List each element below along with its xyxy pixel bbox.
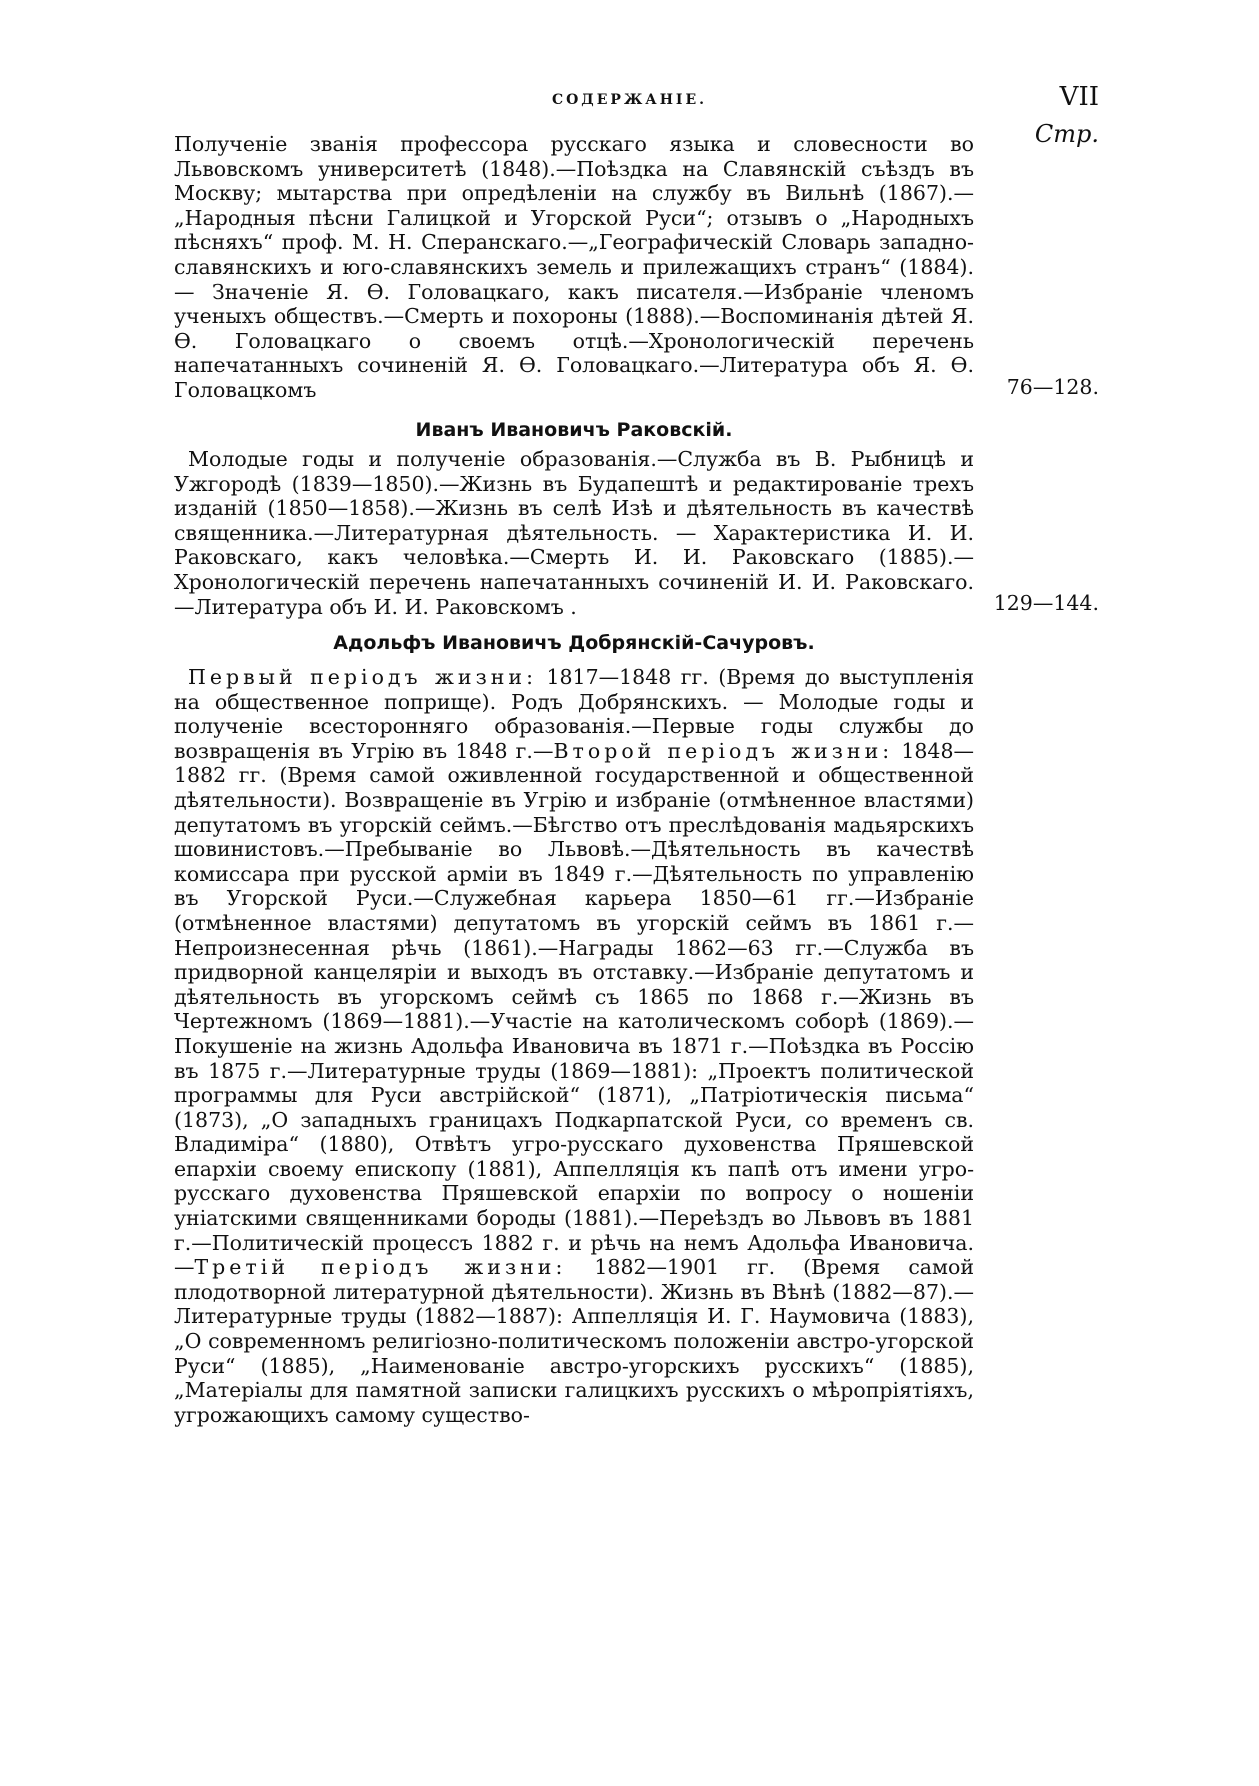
entry-text-part: 1882—1901 гг. (Время самой плодотворной литературной дѣятельности). Жизнь въ Вѣнѣ (1882—87).—Литературные труды (1882—1887): Аппелляція И. Г. Наумовича (1883), „О современномъ религіозно-политическомъ положеніи австро-угорской Руси“ (1885), „Наименованіе австро-угорскихъ русскихъ“ (1885), „Матеріалы для памятной записки галицкихъ русскихъ о мѣропріятіяхъ, угрожающихъ самому существо- xyxy=(174,1255,974,1427)
entry-text: Полученіе званія профессора русскаго языка и словесности во Львовскомъ университетѣ (1848).—Поѣздка на Славянскій съѣздъ въ Москву; мытарства при опредѣленіи на службу въ Вильнѣ (1867).—„Народныя пѣсни Галицкой и Угорской Руси“; отзывъ о „Народныхъ пѣсняхъ“ проф. М. Н. Сперанскаго.—„Географическій Словарь западно-славянскихъ и юго-славянскихъ земель и прилежащихъ странъ“ (1884). — Значеніе Я. Ѳ. Головацкаго, какъ писателя.—Избраніе членомъ ученыхъ обществъ.—Смерть и похороны (1888).—Воспоминанія дѣтей Я. Ѳ. Головацкаго о своемъ отцѣ.—Хронологическій перечень напечатанныхъ сочиненій Я. Ѳ. Головацкаго.—Литература объ Я. Ѳ. Головацкомъ xyxy=(174,132,974,402)
toc-entry-dobriansky xyxy=(174,665,974,1427)
page-number: VII xyxy=(1059,82,1099,112)
page-column-label: Стр. xyxy=(1034,120,1099,148)
toc-entry-rakovsky xyxy=(174,447,974,619)
page-range: 76—128. xyxy=(1006,375,1099,399)
toc-entry-golovatsky xyxy=(174,132,974,403)
section-heading-dobriansky: Адольфъ Ивановичъ Добрянскій-Сачуровъ. xyxy=(333,632,815,654)
section-heading-rakovsky: Иванъ Ивановичъ Раковскій. xyxy=(415,419,733,441)
page-range: 129—144. xyxy=(993,591,1099,615)
entry-text xyxy=(174,665,974,1427)
period-label: Первый періодъ жизни: xyxy=(188,665,537,689)
period-label: Второй періодъ жизни: xyxy=(553,738,894,763)
running-head: СОДЕРЖАНІЕ. xyxy=(551,92,708,108)
entry-text: Молодые годы и полученіе образованія.—Служба въ В. Рыбницѣ и Ужгородѣ (1839—1850).—Жизнь въ Будапештѣ и редактированіе трехъ изданій (1850—1858).—Жизнь въ селѣ Изѣ и дѣятельность въ качествѣ священника.—Литературная дѣятельность. — Характеристика И. И. Раковскаго, какъ человѣка.—Смерть И. И. Раковскаго (1885).—Хронологическій перечень напечатанныхъ сочиненій И. И. Раковскаго.—Литература объ И. И. Раковскомъ . xyxy=(174,447,974,619)
period-label: Третій періодъ жизни: xyxy=(194,1255,567,1280)
entry-text-part: 1848—1882 гг. (Время самой оживленной государственной и общественной дѣятельности). Возвращеніе въ Угрію и избраніе (отмѣненное властями) депутатомъ въ угорскій сеймъ.—Бѣгство отъ преслѣдованія мадьярскихъ шовинистовъ.—Пребываніе во Львовѣ.—Дѣятельность въ качествѣ комиссара при русской арміи въ 1849 г.—Дѣятельность по управленію въ Угорской Руси.—Служебная карьера 1850—61 гг.—Избраніе (отмѣненное властями) депутатомъ въ угорскій сеймъ въ 1861 г.—Непроизнесенная рѣчь (1861).—Награды 1862—63 гг.—Служба въ придворной канцеляріи и выходъ въ отставку.—Избраніе депутатомъ и дѣятельность въ угорскомъ сеймѣ съ 1865 по 1868 г.—Жизнь въ Чертежномъ (1869—1881).—Участіе на католическомъ соборѣ (1869).—Покушеніе на жизнь Адольфа Ивановича въ 1871 г.—Поѣздка въ Россію въ 1875 г.—Литературные труды (1869—1881): „Проектъ политической программы для Руси австрійской“ (1871), „Патріотическія письма“ (1873), „О западныхъ границахъ Подкарпатской Руси, со временъ св. Владиміра“ (1880), Отвѣтъ угро-русскаго духовенства Пряшевской епархіи своему епископу (1881), Аппелляція къ папѣ отъ имени угро-русскаго духовенства Пряшевской епархіи по вопросу о ношеніи уніатскими священниками бороды (1881).—Переѣздъ во Львовъ въ 1881 г.—Политическій процессъ 1882 г. и рѣчь на немъ Адольфа Ивановича.— xyxy=(174,738,975,1280)
entry-text-part: 1817—1848 гг. (Время до выступленія на общественное поприще). Родъ Добрянскихъ. — Молодые годы и полученіе всесторонняго образованія.—Первые годы службы до возвращенія въ Угрію въ 1848 г.— xyxy=(174,665,975,763)
